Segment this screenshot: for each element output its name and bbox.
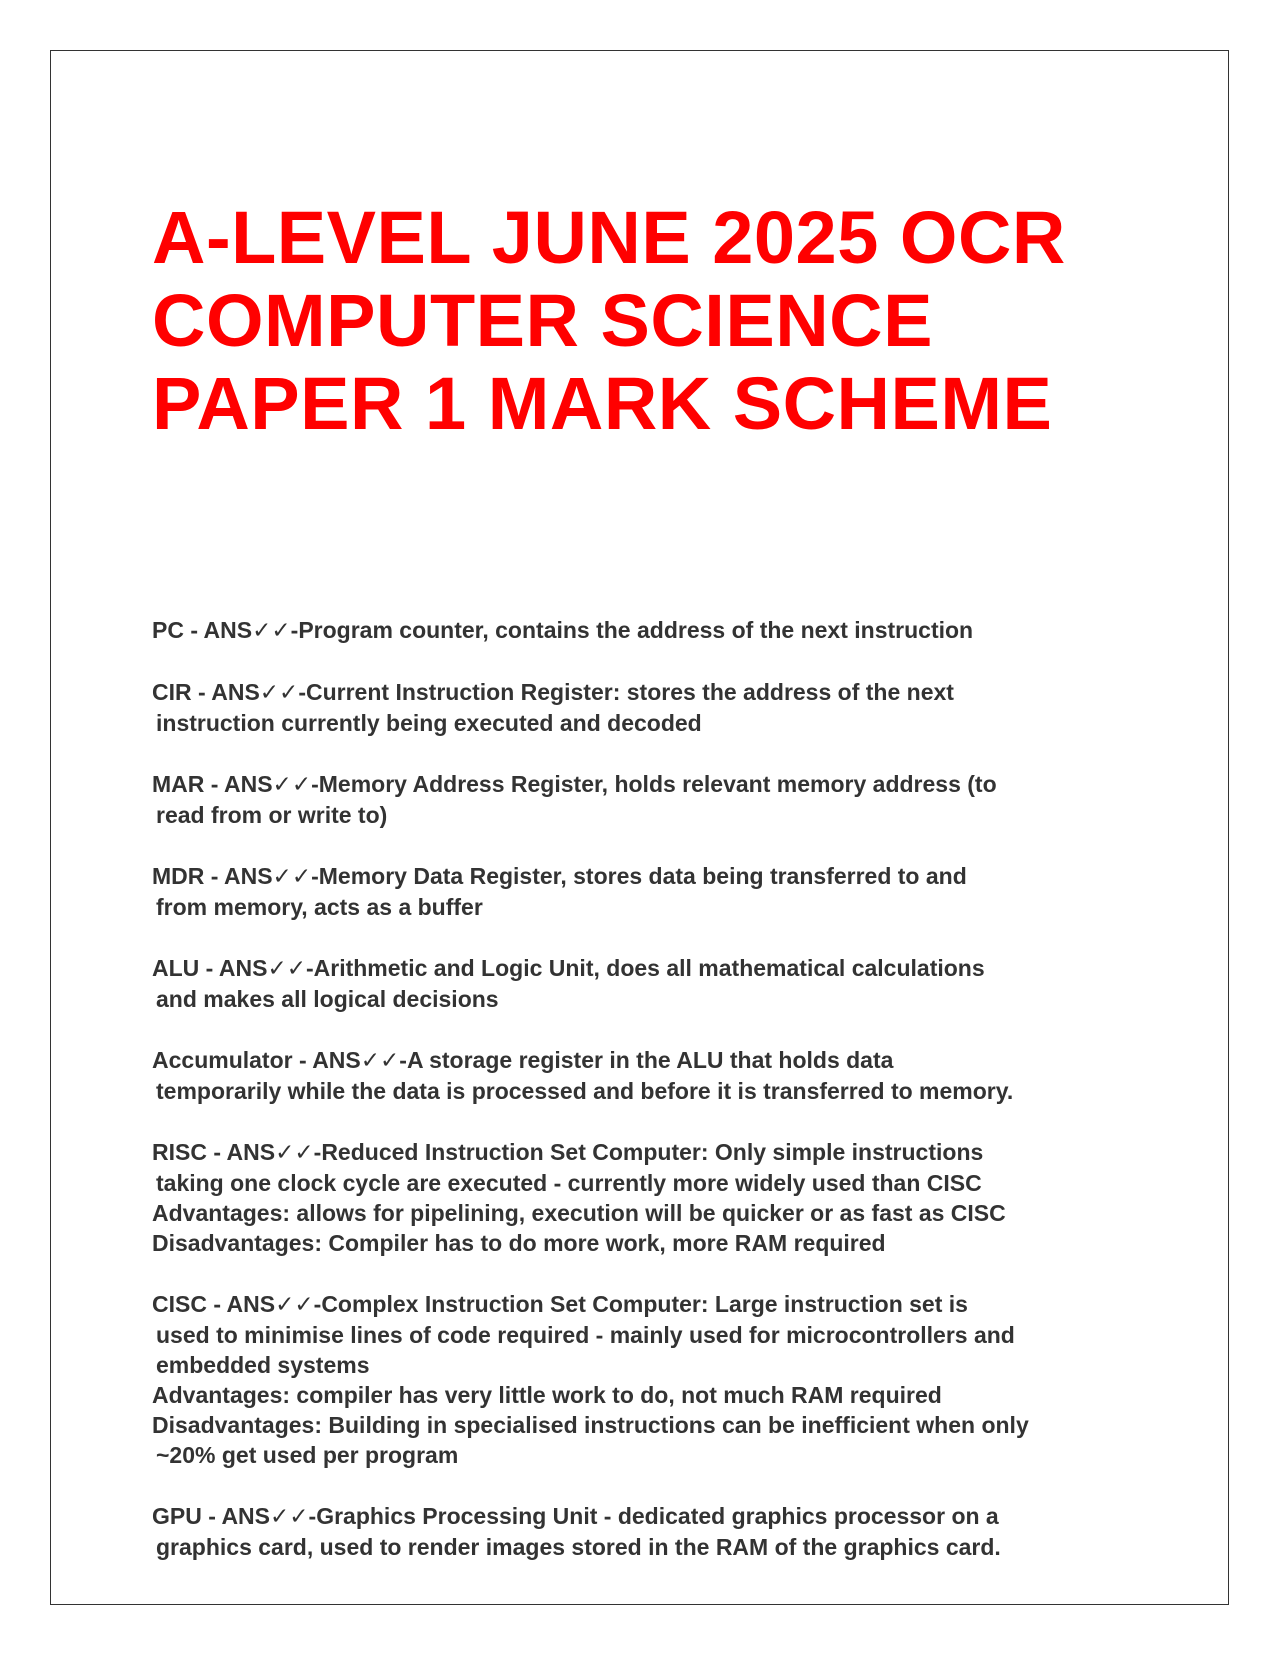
qa-line: GPU - ANS✓✓-Graphics Processing Unit - dedicated graphics processor on a: [152, 1503, 999, 1530]
qa-answer-text: -A storage register in the ALU that holds data: [399, 1047, 894, 1073]
answer-marker: ANS: [312, 1047, 361, 1073]
title-line: PAPER 1 MARK SCHEME: [152, 362, 1053, 445]
qa-line: graphics card, used to render images stored in the RAM of the graphics card.: [156, 1534, 1001, 1560]
title-line: A-LEVEL JUNE 2025 OCR: [152, 196, 1066, 279]
qa-line: MAR - ANS✓✓-Memory Address Register, holds relevant memory address (to: [152, 771, 997, 798]
qa-term: RISC: [152, 1139, 207, 1165]
qa-line: and makes all logical decisions: [156, 986, 499, 1012]
checkmark-icon: ✓✓: [272, 772, 312, 798]
answer-marker: ANS: [226, 1291, 276, 1317]
answer-marker: ANS: [218, 955, 268, 981]
qa-entry-accumulator: [152, 1045, 1152, 1106]
title-line: COMPUTER SCIENCE: [152, 279, 933, 362]
qa-line: Advantages: compiler has very little work to do, not much RAM required: [152, 1382, 942, 1408]
qa-term: MAR: [152, 771, 205, 797]
qa-answer-text: -Graphics Processing Unit - dedicated graphics processor on a: [308, 1503, 999, 1529]
document-title: [152, 196, 1066, 445]
qa-line: ALU - ANS✓✓-Arithmetic and Logic Unit, does all mathematical calculations: [152, 955, 985, 982]
answer-marker: ANS: [221, 1503, 270, 1529]
checkmark-icon: ✓✓: [275, 1292, 314, 1318]
qa-line: Disadvantages: Compiler has to do more work, more RAM required: [152, 1230, 886, 1256]
answer-marker: ANS: [226, 1139, 276, 1165]
checkmark-icon: ✓✓: [275, 1140, 314, 1166]
qa-line: Disadvantages: Building in specialised instructions can be inefficient when only: [152, 1412, 1029, 1438]
qa-entry-cir: [152, 677, 1152, 738]
qa-entry-mdr: [152, 861, 1152, 922]
qa-answer-text: -Current Instruction Register: stores the address of the next: [298, 679, 954, 705]
qa-term: GPU: [152, 1503, 202, 1529]
qa-line: ~20% get used per program: [156, 1442, 459, 1468]
answer-marker: ANS: [211, 679, 260, 705]
qa-line: Advantages: allows for pipelining, execution will be quicker or as fast as CISC: [152, 1200, 1006, 1226]
qa-entry-mar: [152, 769, 1152, 830]
checkmark-icon: ✓✓: [272, 864, 312, 890]
qa-line: RISC - ANS✓✓-Reduced Instruction Set Computer: Only simple instructions: [152, 1139, 984, 1166]
qa-line: CISC - ANS✓✓-Complex Instruction Set Computer: Large instruction set is: [152, 1291, 968, 1318]
qa-answer-text: -Memory Address Register, holds relevant memory address (to: [311, 771, 997, 797]
qa-line: from memory, acts as a buffer: [156, 894, 483, 920]
qa-line: temporarily while the data is processed and before it is transferred to memory.: [156, 1078, 1014, 1104]
checkmark-icon: ✓✓: [267, 956, 306, 982]
qa-list: [152, 615, 1152, 1593]
qa-answer-text: -Reduced Instruction Set Computer: Only simple instructions: [313, 1139, 984, 1165]
qa-entry-cisc: [152, 1289, 1152, 1470]
qa-answer-text: -Complex Instruction Set Computer: Large instruction set is: [313, 1291, 968, 1317]
qa-line: embedded systems: [156, 1352, 370, 1378]
qa-answer-text: -Arithmetic and Logic Unit, does all mathematical calculations: [305, 955, 985, 981]
qa-entry-pc: [152, 615, 1152, 646]
checkmark-icon: ✓✓: [360, 1048, 400, 1074]
qa-term: PC: [152, 617, 184, 643]
qa-term: CISC: [152, 1291, 207, 1317]
qa-line: read from or write to): [156, 802, 388, 828]
qa-line: CIR - ANS✓✓-Current Instruction Register: stores the address of the next: [152, 679, 954, 706]
answer-marker: ANS: [203, 617, 253, 643]
qa-entry-gpu: [152, 1501, 1152, 1562]
qa-term: ALU: [152, 955, 200, 981]
checkmark-icon: ✓✓: [259, 680, 299, 706]
answer-marker: ANS: [223, 863, 273, 889]
qa-line: instruction currently being executed and decoded: [156, 710, 702, 736]
checkmark-icon: ✓✓: [252, 618, 291, 644]
qa-line: MDR - ANS✓✓-Memory Data Register, stores data being transferred to and: [152, 863, 967, 890]
answer-marker: ANS: [223, 771, 273, 797]
qa-line: used to minimise lines of code required - mainly used for microcontrollers and: [156, 1322, 1015, 1348]
qa-line: taking one clock cycle are executed - currently more widely used than CISC: [156, 1170, 982, 1196]
qa-term: MDR: [152, 863, 205, 889]
qa-term: CIR: [152, 679, 192, 705]
checkmark-icon: ✓✓: [270, 1504, 309, 1530]
qa-line: PC - ANS✓✓-Program counter, contains the address of the next instruction: [152, 617, 974, 644]
qa-entry-alu: [152, 953, 1152, 1014]
qa-answer-text: -Program counter, contains the address of the next instruction: [290, 617, 974, 643]
qa-entry-risc: [152, 1137, 1152, 1258]
qa-term: Accumulator: [152, 1047, 293, 1073]
qa-answer-text: -Memory Data Register, stores data being transferred to and: [311, 863, 967, 889]
qa-line: Accumulator - ANS✓✓-A storage register in the ALU that holds data: [152, 1047, 894, 1074]
